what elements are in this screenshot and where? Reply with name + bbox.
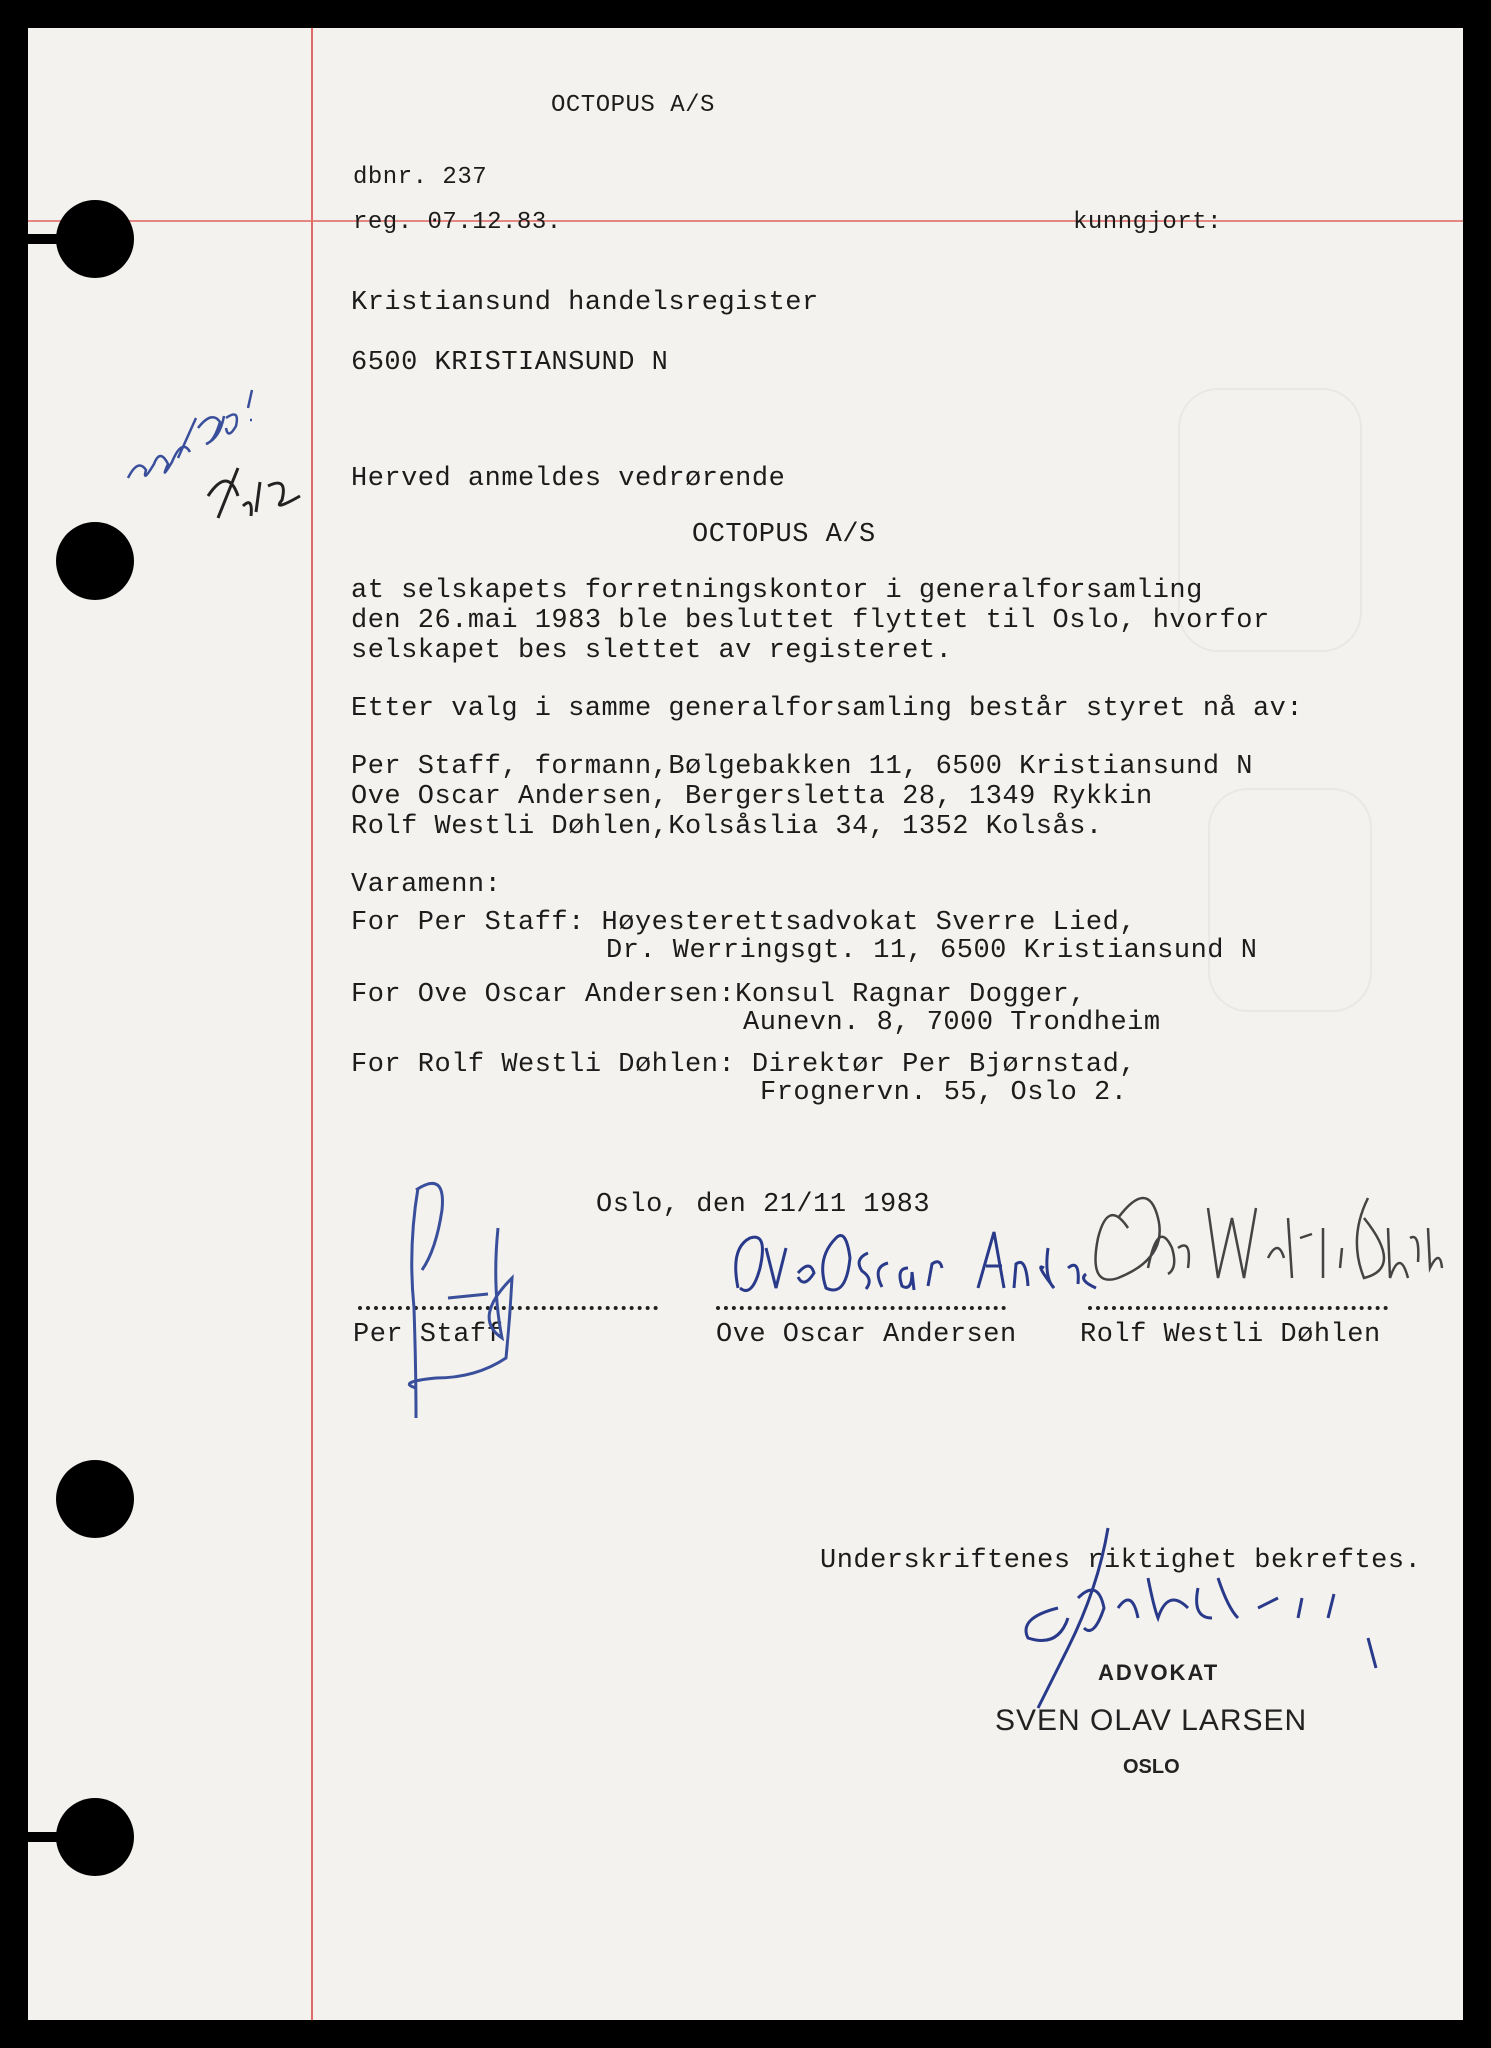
body-intro: Herved anmeldes vedrørende (351, 464, 786, 494)
margin-rule-horizontal (28, 220, 1463, 222)
varamenn-title: Varamenn: (351, 870, 502, 900)
signature-ove-oscar-andersen (718, 1218, 1088, 1308)
varamann-address: Frognervn. 55, Oslo 2. (760, 1078, 1128, 1108)
margin-rule-vertical (311, 28, 313, 2020)
header-dbnr: dbnr. 237 (353, 164, 488, 191)
handwritten-note-x12 (198, 456, 318, 536)
binder-peg (28, 1832, 88, 1842)
varamann-address: Aunevn. 8, 7000 Trondheim (743, 1008, 1161, 1038)
varamann-line: For Rolf Westli Døhlen: Direktør Per Bjørnstad, (351, 1050, 1137, 1080)
certification-text: Underskriftenes riktighet bekreftes. (820, 1546, 1422, 1576)
board-intro: Etter valg i samme generalforsamling består styret nå av: (351, 694, 1304, 724)
varamann-line: For Ove Oscar Andersen:Konsul Ragnar Dogger, (351, 980, 1086, 1010)
place-date: Oslo, den 21/11 1983 (596, 1190, 931, 1220)
header-kunngjort: kunngjort: (1073, 209, 1223, 236)
stamp-city: OSLO (1123, 1756, 1180, 1778)
signatory-name: Ove Oscar Andersen (716, 1320, 1017, 1350)
stamp-name: SVEN OLAV LARSEN (995, 1704, 1308, 1737)
body-company: OCTOPUS A/S (692, 520, 876, 550)
punch-hole (56, 522, 134, 600)
header-reg: reg. 07.12.83. (353, 209, 562, 236)
header-company: OCTOPUS A/S (551, 92, 715, 119)
board-member: Rolf Westli Døhlen,Kolsåslia 34, 1352 Kolsås. (351, 812, 1103, 842)
stamp-title: ADVOKAT (1098, 1660, 1220, 1685)
board-member: Per Staff, formann,Bølgebakken 11, 6500 Kristiansund N (351, 752, 1253, 782)
signature-per-staff (388, 1168, 588, 1438)
varamann-line: For Per Staff: Høyesterettsadvokat Sverre Lied, (351, 908, 1137, 938)
punch-hole (56, 1460, 134, 1538)
varamann-address: Dr. Werringsgt. 11, 6500 Kristiansund N (606, 936, 1258, 966)
binder-peg (28, 234, 88, 244)
paragraph-line: selskapet bes slettet av registeret. (351, 636, 953, 666)
show-through-mark (1208, 788, 1372, 1012)
document-page (28, 28, 1463, 2020)
recipient-city: 6500 KRISTIANSUND N (351, 348, 669, 378)
paragraph-line: den 26.mai 1983 ble besluttet flyttet til Oslo, hvorfor (351, 606, 1270, 636)
board-member: Ove Oscar Andersen, Bergersletta 28, 1349 Rykkin (351, 782, 1153, 812)
signature-rolf-westli-dohlen (1078, 1178, 1438, 1318)
recipient-name: Kristiansund handelsregister (351, 288, 819, 318)
signatory-name: Rolf Westli Døhlen (1080, 1320, 1381, 1350)
paragraph-line: at selskapets forretningskontor i generalforsamling (351, 576, 1203, 606)
signatory-name: Per Staff (353, 1320, 504, 1350)
